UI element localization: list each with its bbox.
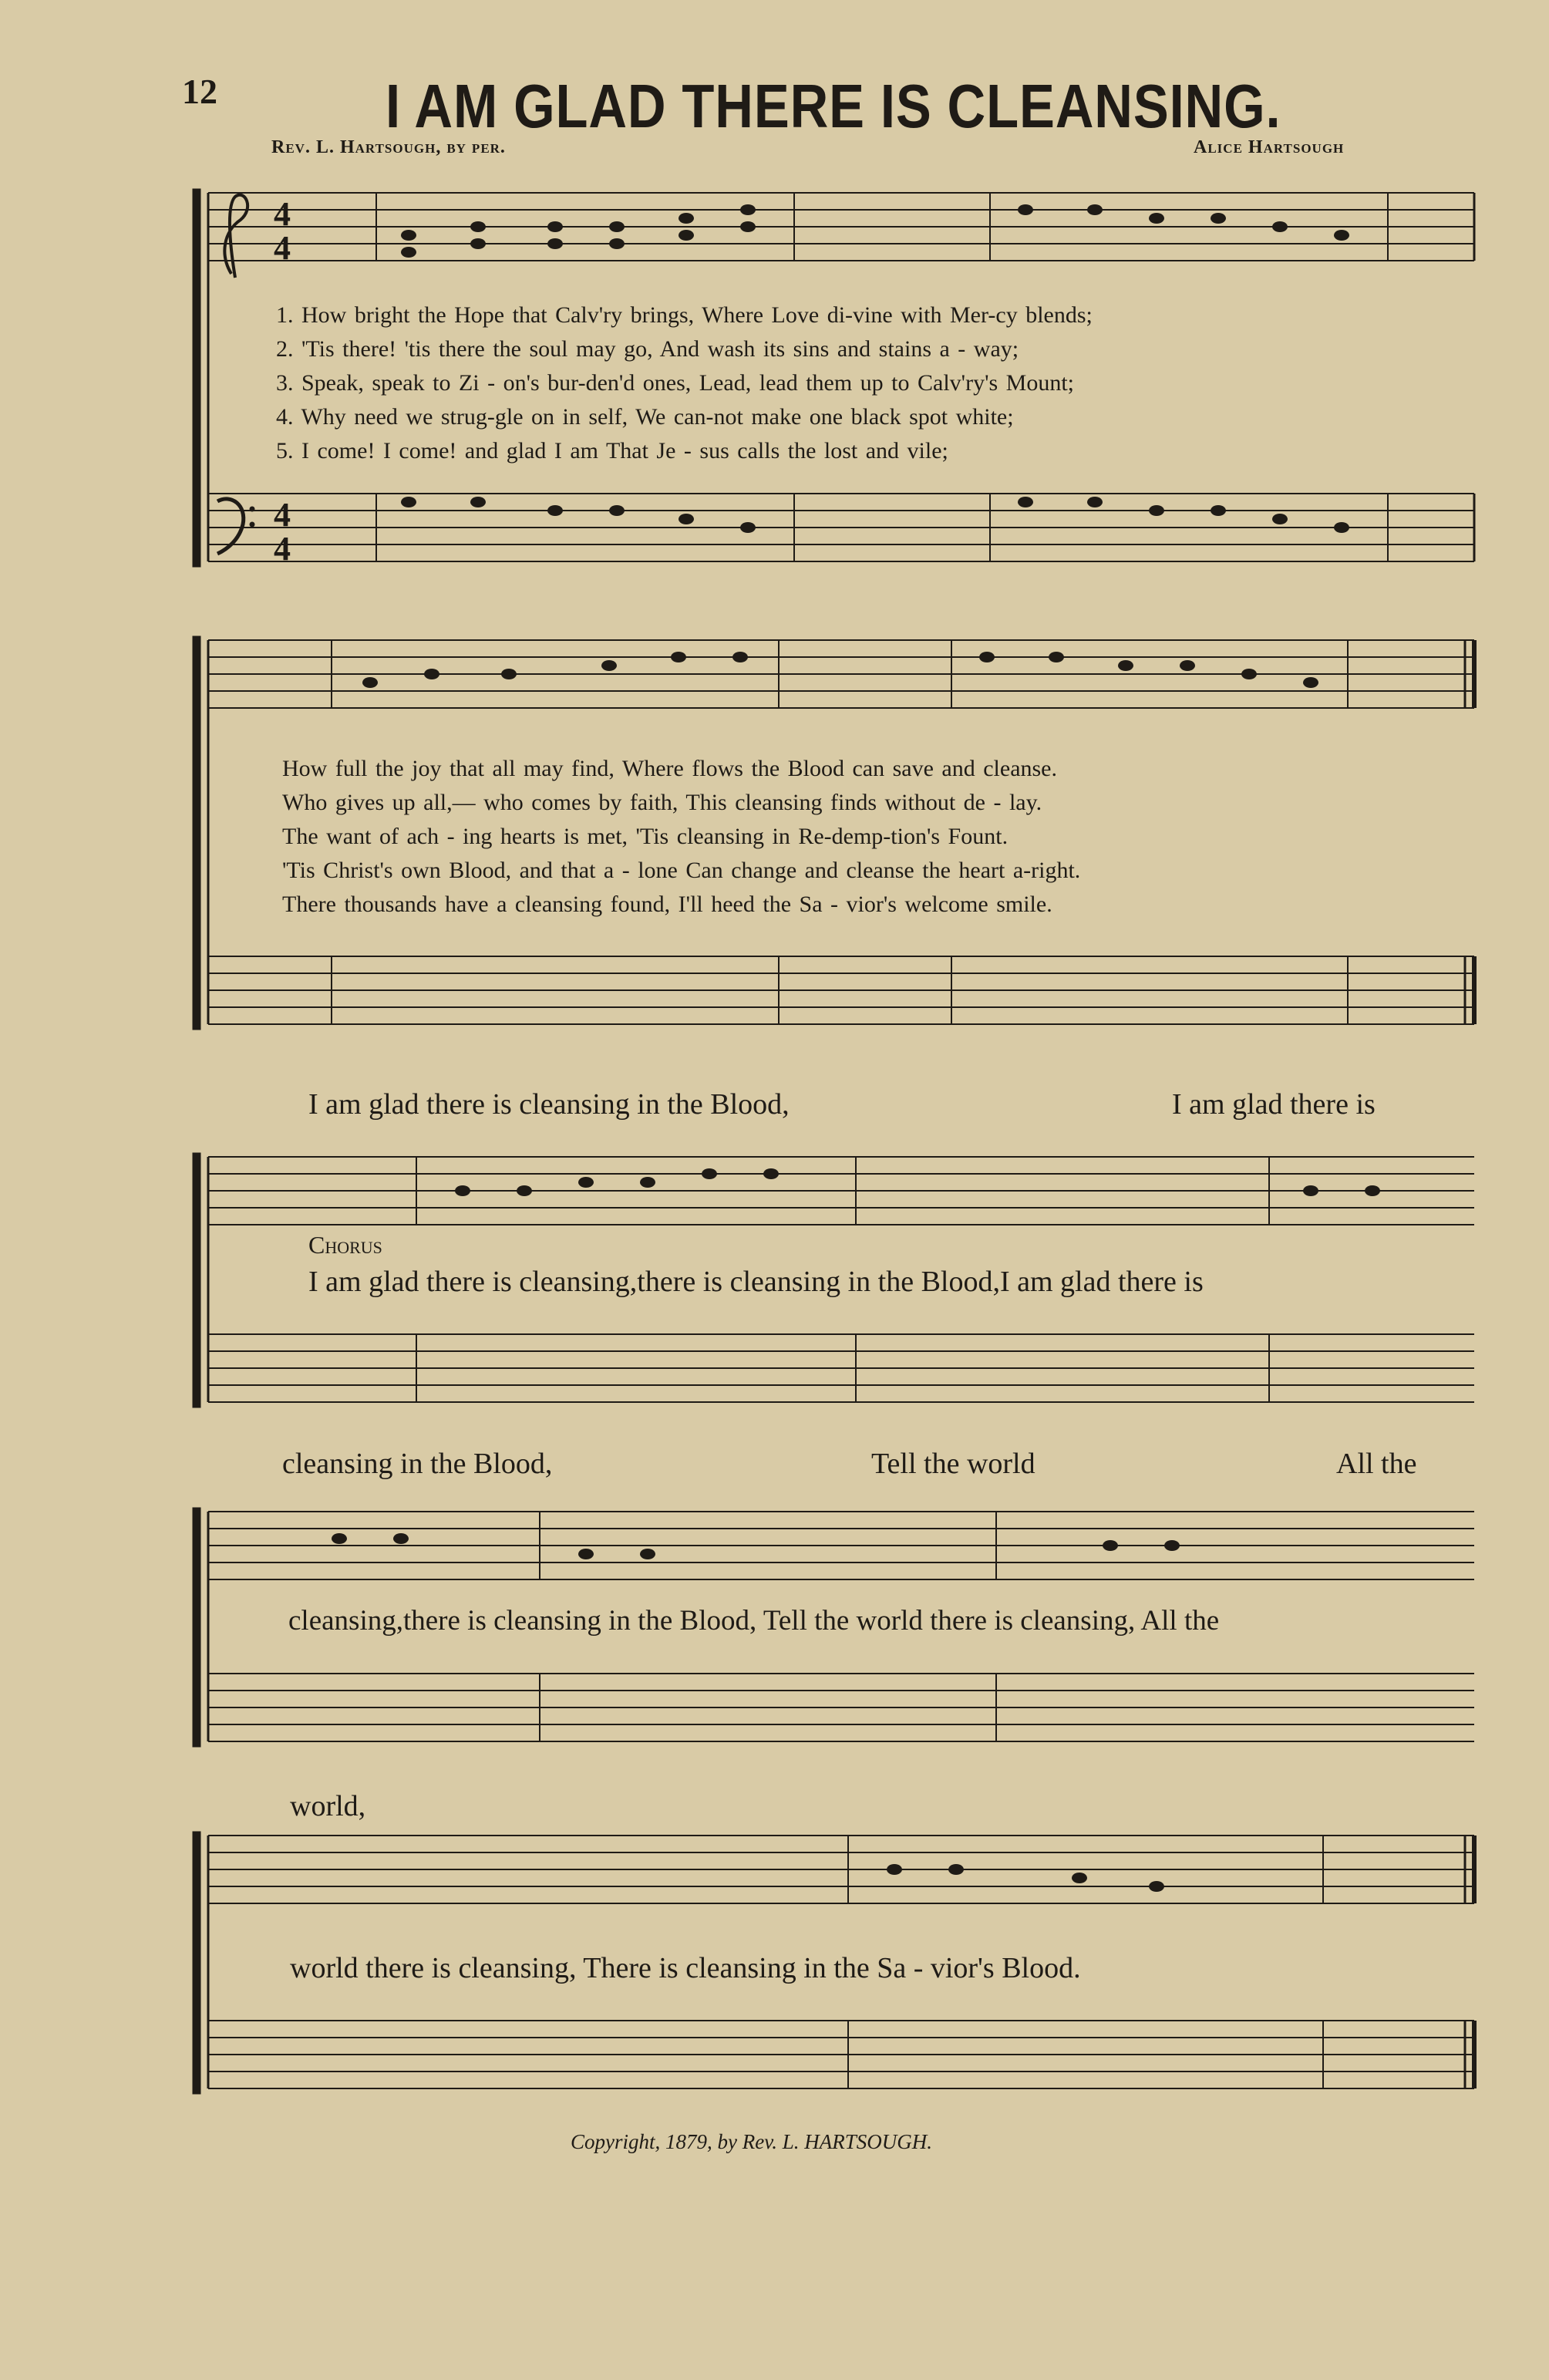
system-brace-5 xyxy=(193,1832,200,2094)
composer-credit: Alice Hartsough xyxy=(1194,137,1345,157)
staff-bass-4 xyxy=(208,1674,1474,1741)
chorus-line-3-lower: world there is cleansing, There is cleansing in the Sa - vior's Blood. xyxy=(290,1952,1081,1984)
verse-5-line-2: There thousands have a cleansing found, I'll heed the Sa - vior's welcome smile. xyxy=(282,892,1052,917)
staff-bass-3 xyxy=(208,1334,1474,1402)
lyricist-credit: Rev. L. Hartsough, by per. xyxy=(271,137,506,157)
chorus-line-2-upper-a: cleansing in the Blood, xyxy=(282,1448,553,1480)
verse-4-line-1: 4. Why need we strug-gle on in self, We can-not make one black spot white; xyxy=(276,404,1014,430)
page-number: 12 xyxy=(182,72,217,111)
verse-1-line-1: 1. How bright the Hope that Calv'ry brings, Where Love di-vine with Mer-cy blends; xyxy=(276,302,1093,328)
chorus-line-1-upper-a: I am glad there is cleansing in the Blood, xyxy=(308,1088,790,1121)
verse-5-line-1: 5. I come! I come! and glad I am That Je - sus calls the lost and vile; xyxy=(276,438,948,464)
system-brace-1 xyxy=(193,189,200,567)
chorus-line-2-lower: cleansing,there is cleansing in the Blood, Tell the world there is cleansing, All the xyxy=(288,1605,1220,1637)
time-sig-bottom: 4 xyxy=(274,229,291,267)
verse-2-line-2: Who gives up all,— who comes by faith, This cleansing finds without de - lay. xyxy=(282,790,1042,815)
system-brace-2 xyxy=(193,636,200,1030)
staff-bass-2 xyxy=(208,956,1474,1024)
chorus-line-3-upper: world, xyxy=(290,1790,366,1822)
svg-text:4: 4 xyxy=(274,530,291,568)
system-brace-4 xyxy=(193,1508,200,1747)
staff-bass-5 xyxy=(208,2021,1474,2088)
verse-3-line-2: The want of ach - ing hearts is met, 'Tis cleansing in Re-demp-tion's Fount. xyxy=(282,824,1009,849)
system-brace-3 xyxy=(193,1153,200,1407)
staff-treble-5 xyxy=(208,1836,1474,1903)
verse-2-line-1: 2. 'Tis there! 'tis there the soul may go, And wash its sins and stains a - way; xyxy=(276,336,1019,362)
chorus-line-1-lower: I am glad there is cleansing,there is cleansing in the Blood,I am glad there is xyxy=(308,1266,1204,1298)
chorus-label: Chorus xyxy=(308,1231,382,1259)
copyright-notice: Copyright, 1879, by Rev. L. HARTSOUGH. xyxy=(571,2130,932,2153)
bass-clef-icon xyxy=(217,499,254,554)
chorus-line-2-upper-b: Tell the world xyxy=(871,1448,1035,1480)
verse-3-line-1: 3. Speak, speak to Zi - on's bur-den'd ones, Lead, lead them up to Calv'ry's Mount; xyxy=(276,370,1074,396)
chorus-line-1-upper-b: I am glad there is xyxy=(1172,1088,1376,1121)
staff-treble-2 xyxy=(208,640,1474,708)
bar-lines xyxy=(332,193,1388,2088)
svg-text:4: 4 xyxy=(274,496,291,534)
staff-treble-4 xyxy=(208,1512,1474,1579)
treble-clef-icon xyxy=(224,195,248,278)
verse-1-line-2: How full the joy that all may find, Where flows the Blood can save and cleanse. xyxy=(282,756,1057,781)
chorus-line-2-upper-c: All the xyxy=(1336,1448,1417,1480)
staff-bass-1 xyxy=(208,494,1474,561)
verse-4-line-2: 'Tis Christ's own Blood, and that a - lone Can change and cleanse the heart a-right. xyxy=(282,858,1081,883)
staff-treble-3 xyxy=(208,1157,1474,1225)
hymn-title: I AM GLAD THERE IS CLEANSING. xyxy=(386,72,1281,140)
time-sig-top: 4 xyxy=(274,195,291,233)
